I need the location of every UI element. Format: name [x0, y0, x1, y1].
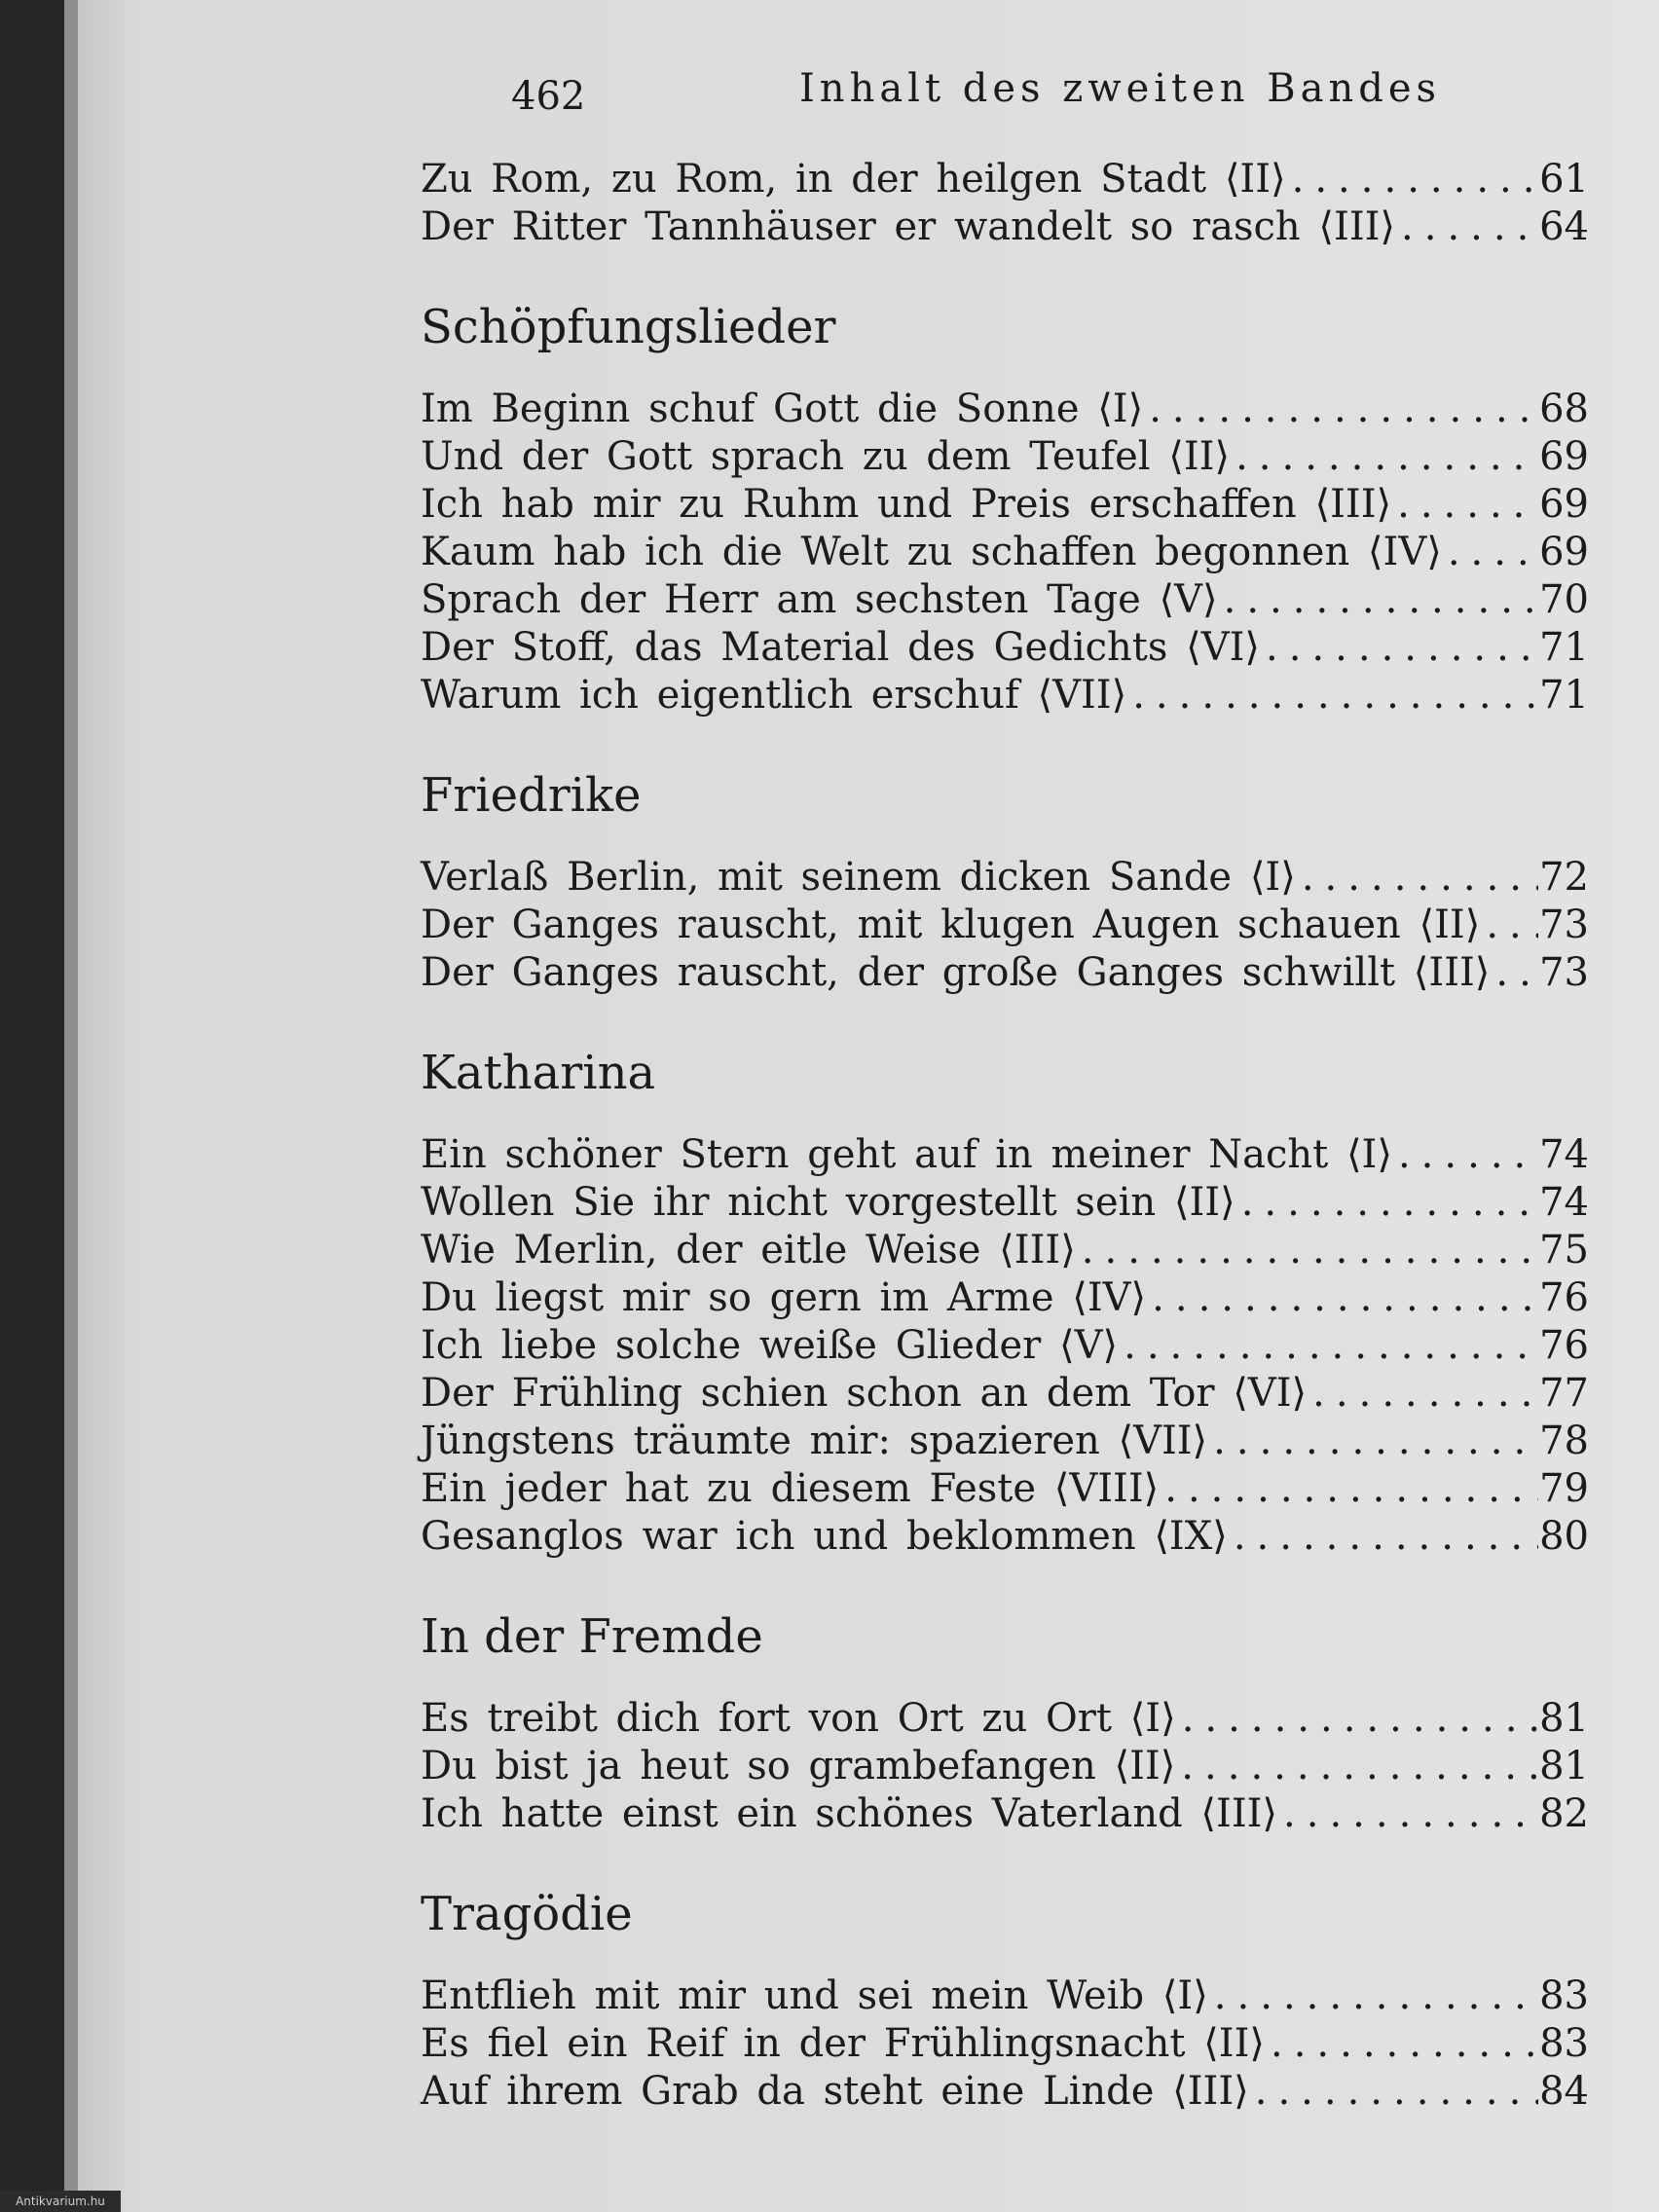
toc-entry-page: 81 — [1539, 1744, 1589, 1788]
dot-leader — [1076, 1227, 1538, 1274]
toc-entry — [421, 1465, 1589, 1513]
toc-entry-title: Und der Gott sprach zu dem Teufel ⟨II⟩ — [421, 434, 1231, 479]
toc-entry-title: Ich hatte einst ein schönes Vaterland ⟨III⟩ — [421, 1791, 1278, 1836]
section-heading: Schöpfungslieder — [421, 300, 836, 354]
toc-entry-page: 69 — [1539, 482, 1589, 527]
dot-leader — [1159, 1465, 1538, 1513]
toc-entry-title: Es treibt dich fort von Ort zu Ort ⟨I⟩ — [421, 1696, 1176, 1741]
toc-entry — [421, 1370, 1589, 1418]
toc-entry-page: 64 — [1539, 204, 1589, 249]
toc-entry — [421, 2068, 1589, 2116]
running-title: Inhalt des zweiten Bandes — [799, 66, 1442, 111]
dot-leader — [1307, 1370, 1538, 1418]
dot-leader — [1230, 433, 1538, 481]
toc-entry-title: Ich liebe solche weiße Glieder ⟨V⟩ — [421, 1323, 1119, 1368]
toc-entry — [421, 576, 1589, 624]
toc-entry — [421, 1322, 1589, 1370]
toc-entry-page: 74 — [1539, 1180, 1589, 1225]
toc-entry-page: 77 — [1539, 1371, 1589, 1416]
toc-entry-title: Warum ich eigentlich erschuf ⟨VII⟩ — [421, 673, 1127, 718]
dot-leader — [1218, 576, 1538, 624]
dot-leader — [1249, 2068, 1538, 2116]
toc-entry-title: Sprach der Herr am sechsten Tage ⟨V⟩ — [421, 577, 1218, 622]
toc-entry — [421, 1131, 1589, 1179]
toc-entry-title: Auf ihrem Grab da steht eine Linde ⟨III⟩ — [421, 2069, 1249, 2114]
section-heading: Friedrike — [421, 768, 642, 823]
dot-leader — [1207, 1418, 1538, 1465]
toc-entry-page: 74 — [1539, 1132, 1589, 1177]
toc-sections — [421, 298, 1589, 2116]
dot-leader — [1175, 1743, 1538, 1790]
toc-entry-title: Kaum hab ich die Welt zu schaffen begonnen ⟨IV⟩ — [421, 530, 1442, 574]
dot-leader — [1277, 1790, 1538, 1838]
toc-entry — [421, 854, 1589, 902]
toc-entry-page: 81 — [1539, 1696, 1589, 1741]
dot-leader — [1265, 2020, 1538, 2068]
dot-leader — [1146, 1274, 1538, 1322]
dot-leader — [1208, 1972, 1538, 2020]
toc-entry — [421, 203, 1589, 251]
dot-leader — [1392, 1131, 1538, 1179]
dot-leader — [1490, 949, 1538, 997]
toc-entry — [421, 1790, 1589, 1838]
section-heading: In der Fremde — [421, 1609, 763, 1664]
toc-entry-page: 78 — [1539, 1419, 1589, 1463]
toc-entry-page: 82 — [1539, 1791, 1589, 1836]
toc-entry — [421, 1227, 1589, 1274]
toc-entry-title: Entflieh mit mir und sei mein Weib ⟨I⟩ — [421, 1973, 1208, 2018]
toc-entry-page: 84 — [1539, 2069, 1589, 2114]
toc-entry — [421, 2020, 1589, 2068]
toc-entry-title: Zu Rom, zu Rom, in der heilgen Stadt ⟨II⟩ — [421, 157, 1286, 202]
toc-entry-title: Wie Merlin, der eitle Weise ⟨III⟩ — [421, 1228, 1076, 1272]
toc-entry-page: 75 — [1539, 1228, 1589, 1272]
toc-entry-page: 68 — [1539, 387, 1589, 431]
toc-entry-title: Der Frühling schien schon an dem Tor ⟨VI⟩ — [421, 1371, 1308, 1416]
toc-entry-title: Jüngstens träumte mir: spazieren ⟨VII⟩ — [421, 1419, 1208, 1463]
toc-entry-title: Ein jeder hat zu diesem Feste ⟨VIII⟩ — [421, 1466, 1160, 1511]
dot-leader — [1118, 1322, 1538, 1370]
toc-entry-title: Ich hab mir zu Ruhm und Preis erschaffen ⟨III⟩ — [421, 482, 1392, 527]
watermark: Antikvarium.hu — [0, 2191, 121, 2212]
dot-leader — [1228, 1513, 1538, 1561]
toc-entry — [421, 529, 1589, 576]
dot-leader — [1296, 854, 1538, 902]
toc-entry-title: Wollen Sie ihr nicht vorgestellt sein ⟨II⟩ — [421, 1180, 1235, 1225]
toc-entry-title: Du liegst mir so gern im Arme ⟨IV⟩ — [421, 1275, 1147, 1320]
toc-section — [421, 1607, 1589, 1838]
toc-entry — [421, 1274, 1589, 1322]
toc-entry — [421, 624, 1589, 672]
dot-leader — [1260, 624, 1538, 672]
toc-entry-title: Du bist ja heut so grambefangen ⟨II⟩ — [421, 1744, 1176, 1788]
toc-entry-page: 83 — [1539, 1973, 1589, 2018]
toc-entry — [421, 1695, 1589, 1743]
dot-leader — [1235, 1179, 1538, 1227]
toc-entry-title: Verlaß Berlin, mit seinem dicken Sande ⟨I⟩ — [421, 855, 1296, 900]
toc-section — [421, 1885, 1589, 2116]
running-header — [511, 60, 1659, 129]
toc-entry-title: Der Ritter Tannhäuser er wandelt so rasch ⟨III⟩ — [421, 204, 1396, 249]
dot-leader — [1286, 156, 1538, 203]
toc-entry-page: 70 — [1539, 577, 1589, 622]
toc-entry — [421, 902, 1589, 949]
toc-entry-title: Gesanglos war ich und beklommen ⟨IX⟩ — [421, 1514, 1228, 1559]
intro-entries — [421, 156, 1589, 251]
toc-entry-title: Der Ganges rauscht, mit klugen Augen schauen ⟨II⟩ — [421, 903, 1481, 947]
toc-entry-page: 61 — [1539, 157, 1589, 202]
toc-entry-page: 73 — [1539, 903, 1589, 947]
book-spine-shadow — [0, 0, 64, 2212]
page-number: 462 — [511, 74, 586, 119]
toc-entry-page: 76 — [1539, 1275, 1589, 1320]
toc-entry-page: 76 — [1539, 1323, 1589, 1368]
toc-section — [421, 298, 1589, 719]
dot-leader — [1176, 1695, 1538, 1743]
toc-entry-title: Im Beginn schuf Gott die Sonne ⟨I⟩ — [421, 387, 1144, 431]
dot-leader — [1480, 902, 1538, 949]
toc-entry-page: 69 — [1539, 530, 1589, 574]
toc-entry-page: 80 — [1539, 1514, 1589, 1559]
toc-entry-page: 69 — [1539, 434, 1589, 479]
toc-entry — [421, 481, 1589, 529]
toc-entry-page: 72 — [1539, 855, 1589, 900]
toc-entry — [421, 433, 1589, 481]
toc-entry-page: 73 — [1539, 950, 1589, 995]
toc-entry-page: 71 — [1539, 673, 1589, 718]
section-heading: Katharina — [421, 1046, 656, 1100]
table-of-contents — [421, 156, 1589, 2116]
toc-entry — [421, 156, 1589, 203]
dot-leader — [1395, 203, 1538, 251]
toc-entry — [421, 1418, 1589, 1465]
section-heading: Tragödie — [421, 1887, 633, 1941]
toc-entry — [421, 949, 1589, 997]
toc-entry-page: 79 — [1539, 1466, 1589, 1511]
toc-entry — [421, 672, 1589, 719]
toc-section — [421, 1044, 1589, 1561]
toc-entry-title: Der Ganges rauscht, der große Ganges schwillt ⟨III⟩ — [421, 950, 1491, 995]
toc-entry-title: Ein schöner Stern geht auf in meiner Nacht ⟨I⟩ — [421, 1132, 1392, 1177]
dot-leader — [1391, 481, 1538, 529]
toc-entry-page: 83 — [1539, 2021, 1589, 2066]
toc-entry — [421, 386, 1589, 433]
toc-entry — [421, 1972, 1589, 2020]
dot-leader — [1143, 386, 1538, 433]
dot-leader — [1126, 672, 1538, 719]
toc-entry-title: Es fiel ein Reif in der Frühlingsnacht ⟨II⟩ — [421, 2021, 1265, 2066]
toc-entry — [421, 1513, 1589, 1561]
dot-leader — [1442, 529, 1538, 576]
toc-entry-title: Der Stoff, das Material des Gedichts ⟨VI⟩ — [421, 625, 1260, 670]
toc-section — [421, 766, 1589, 997]
toc-entry-page: 71 — [1539, 625, 1589, 670]
toc-entry — [421, 1179, 1589, 1227]
page-gutter-edge — [64, 0, 78, 2212]
toc-entry — [421, 1743, 1589, 1790]
